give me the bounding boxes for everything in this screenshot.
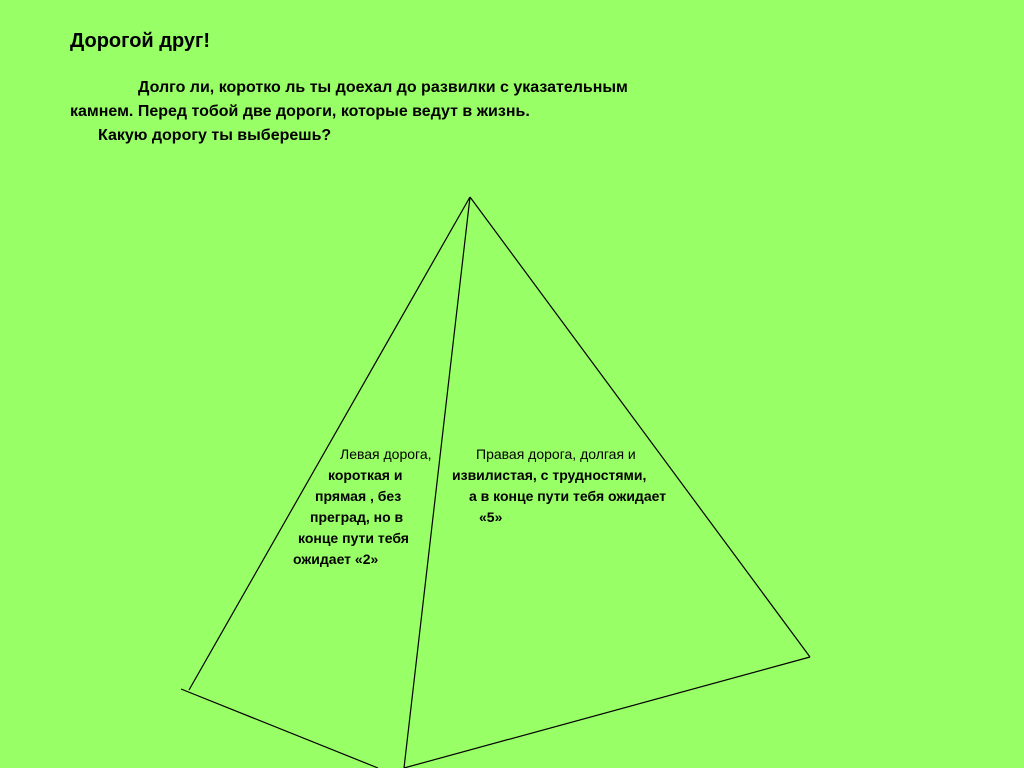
right-road-line: Правая дорога, долгая и <box>476 446 636 462</box>
left-road-line: короткая и <box>328 467 403 483</box>
left-road-line: преград, но в <box>310 509 404 525</box>
pyramid-base-right <box>404 657 810 768</box>
slide-title: Дорогой друг! <box>70 30 211 52</box>
intro-line: Какую дорогу ты выберешь? <box>98 127 332 144</box>
pyramid-right-edge <box>470 197 810 657</box>
left-road-line: конце пути тебя <box>298 530 409 546</box>
intro-line: Долго ли, коротко ль ты доехал до развилки с указательным <box>138 79 628 96</box>
right-road-text <box>452 444 666 528</box>
right-road-line: извилистая, с трудностями, <box>452 467 647 483</box>
left-road-line: Левая дорога, <box>340 446 432 462</box>
left-road-line: ожидает «2» <box>293 551 379 567</box>
left-road-text <box>293 444 432 570</box>
right-road-line: «5» <box>479 509 503 525</box>
pyramid-base-left <box>181 689 378 768</box>
intro-line: камнем. Перед тобой две дороги, которые ведут в жизнь. <box>70 103 530 120</box>
left-road-line: прямая , без <box>315 488 402 504</box>
right-road-line: а в конце пути тебя ожидает <box>469 488 667 504</box>
